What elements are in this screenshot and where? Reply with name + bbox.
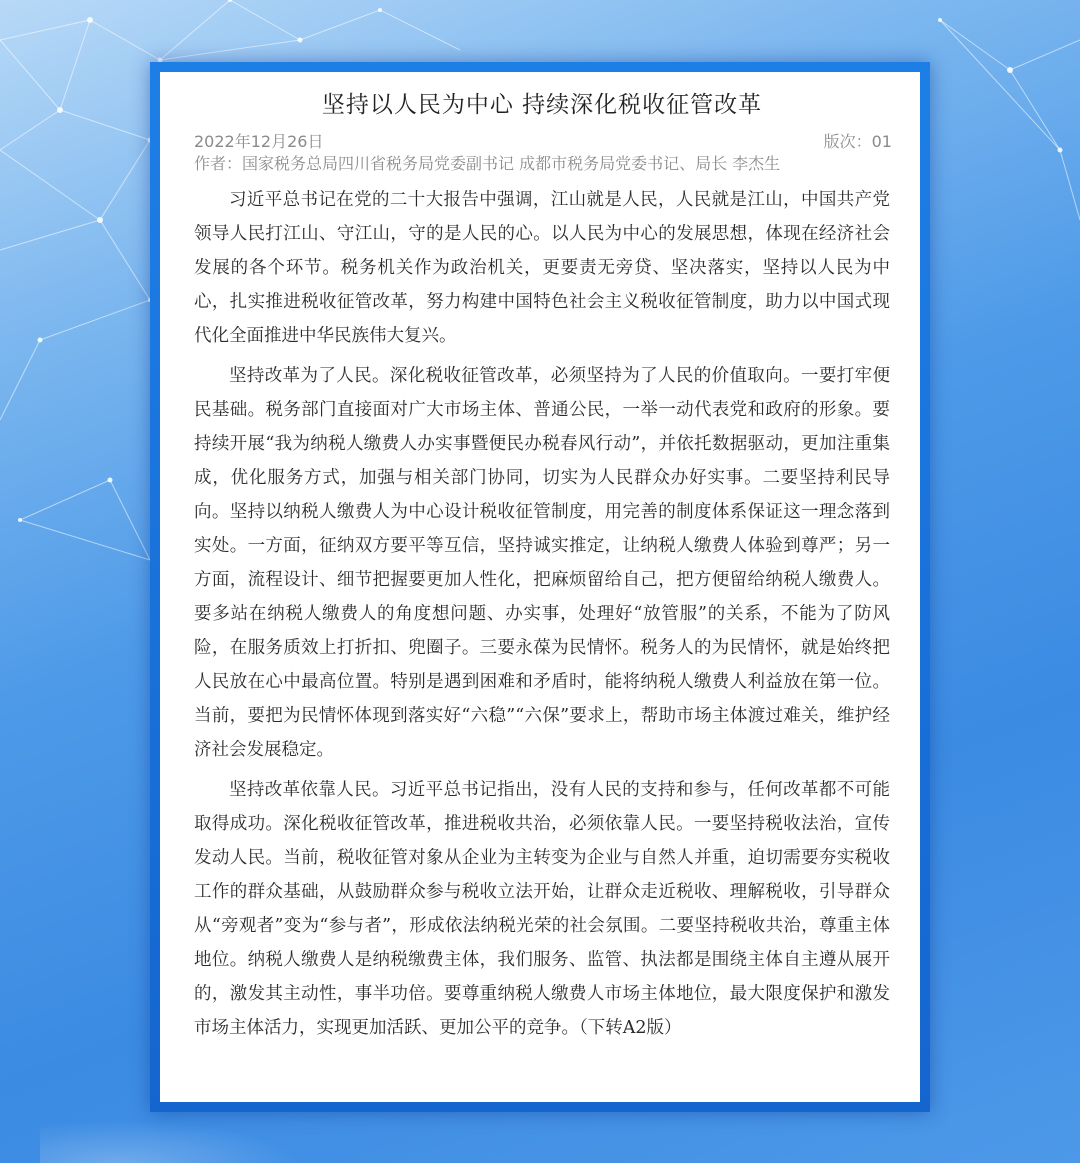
article-author: 作者：国家税务总局四川省税务局党委副书记 成都市税务局党委书记、局长 李杰生: [194, 154, 781, 173]
article-paragraph: 坚持改革为了人民。深化税收征管改革，必须坚持为了人民的价值取向。一要打牢便民基础。税务部门直接面对广大市场主体、普通公民，一举一动代表党和政府的形象。要持续开展“我为纳税人缴费人办实事暨便民办税春风行动”，并依托数据驱动，更加注重集成，优化服务方式，加强与相关部门协同，切实为人民群众办好实事。二要坚持利民导向。坚持以纳税人缴费人为中心设计税收征管制度，用完善的制度体系保证这一理念落到实处。一方面，征纳双方要平等互信，坚持诚实推定，让纳税人缴费人体验到尊严；另一方面，流程设计、细节把握要更加人性化，把麻烦留给自己，把方便留给纳税人缴费人。要多站在纳税人缴费人的角度想问题、办实事，处理好“放管服”的关系，不能为了防风险，在服务质效上打折扣、兜圈子。三要永葆为民情怀。税务人的为民情怀，就是始终把人民放在心中最高位置。特别是遇到困难和矛盾时，能将纳税人缴费人利益放在第一位。当前，要把为民情怀体现到落实好“六稳”“六保”要求上，帮助市场主体渡过难关，维护经济社会发展稳定。: [194, 366, 890, 760]
article-body: [194, 183, 890, 1045]
article-paragraph: 坚持改革依靠人民。习近平总书记指出，没有人民的支持和参与，任何改革都不可能取得成功。深化税收征管改革，推进税收共治，必须依靠人民。一要坚持税收法治，宣传发动人民。当前，税收征管对象从企业为主转变为企业与自然人并重，迫切需要夯实税收工作的群众基础，从鼓励群众参与税收立法开始，让群众走近税收、理解税收，引导群众从“旁观者”变为“参与者”，形成依法纳税光荣的社会氛围。二要坚持税收共治，尊重主体地位。纳税人缴费人是纳税缴费主体，我们服务、监管、执法都是围绕主体自主遵从展开的，激发其主动性，事半功倍。要尊重纳税人缴费人市场主体地位，最大限度保护和激发市场主体活力，实现更加活跃、更加公平的竞争。（下转A2版）: [194, 780, 890, 1038]
article-paragraph: 习近平总书记在党的二十大报告中强调，江山就是人民，人民就是江山，中国共产党领导人民打江山、守江山，守的是人民的心。以人民为中心的发展思想，体现在经济社会发展的各个环节。税务机关作为政治机关，更要责无旁贷、坚决落实，坚持以人民为中心，扎实推进税收征管改革，努力构建中国特色社会主义税收征管制度，助力以中国式现代化全面推进中华民族伟大复兴。: [194, 190, 890, 346]
newspaper-article: [160, 72, 920, 1102]
article-meta: [194, 131, 892, 153]
decorative-glow: [40, 1120, 300, 1163]
article-title: 坚持以人民为中心 持续深化税收征管改革: [321, 92, 763, 118]
article-edition: 版次：01: [823, 132, 892, 151]
article-date: 2022年12月26日: [194, 132, 324, 151]
